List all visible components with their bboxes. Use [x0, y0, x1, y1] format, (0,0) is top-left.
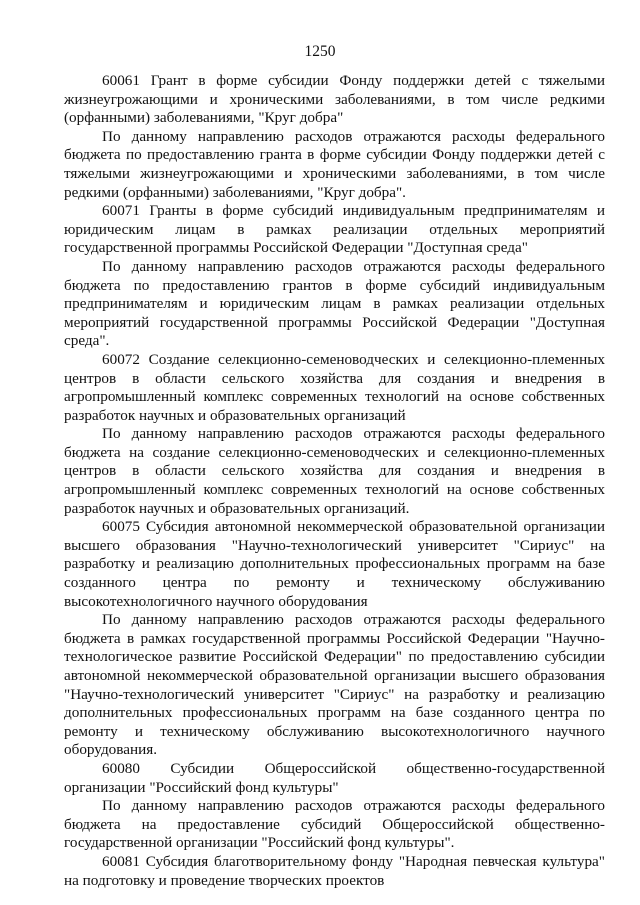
paragraph-60075-title: 60075 Субсидия автономной некоммерческой образовательной организации высшего образования "Научно-технологический университет "Сириус" на разработку и реализацию дополнительных профессиональных программ на базе созданного центра по ремонту и техническому обслуживанию высокотехнологичного научного оборудования: [64, 518, 605, 610]
paragraph-60072-description: По данному направлению расходов отражаются расходы федерального бюджета на создание селекционно-семеноводческих и селекционно-племенных центров в области сельского хозяйства для создания и внедрения в агропромышленный комплекс современных технологий на основе собственных разработок научных и образовательных организаций.: [64, 425, 605, 517]
paragraph-60075-description: По данному направлению расходов отражаются расходы федерального бюджета в рамках государственной программы Российской Федерации "Научно-технологическое развитие Российской Федерации" по предоставлению субсидии автономной некоммерческой образовательной организации высшего образования "Научно-технологический университет "Сириус" на разработку и реализацию дополнительных профессиональных программ на базе созданного центра по ремонту и техническому обслуживанию высокотехнологичного научного оборудования.: [64, 611, 605, 759]
paragraph-60071-title: 60071 Гранты в форме субсидий индивидуальным предпринимателям и юридическим лицам в рамках реализации отдельных мероприятий государственной программы Российской Федерации "Доступная среда": [64, 202, 605, 257]
page-number: 1250: [304, 43, 336, 60]
paragraph-60080-title: 60080 Субсидии Общероссийской общественно-государственной организации "Российский фонд культуры": [64, 759, 605, 796]
paragraph-60072-title: 60072 Создание селекционно-семеноводческих и селекционно-племенных центров в области сельского хозяйства для создания и внедрения в агропромышленный комплекс современных технологий на основе собственных разработок научных и образовательных организаций: [64, 350, 605, 424]
paragraph-60061-title: 60061 Грант в форме субсидии Фонду поддержки детей с тяжелыми жизнеугрожающими и хроническими заболеваниями, в том числе редкими (орфанными) заболеваниями, "Круг добра": [64, 72, 605, 127]
paragraph-60071-description: По данному направлению расходов отражаются расходы федерального бюджета по предоставлению грантов в форме субсидий индивидуальным предпринимателям и юридическим лицам в рамках реализации отдельных мероприятий государственной программы Российской Федерации "Доступная среда".: [64, 257, 605, 350]
paragraph-60081-title: 60081 Субсидия благотворительному фонду "Народная певческая культура" на подготовку и проведение творческих проектов: [64, 852, 605, 889]
paragraph-60061-description: По данному направлению расходов отражаются расходы федерального бюджета по предоставлению гранта в форме субсидии Фонду поддержки детей с тяжелыми жизнеугрожающими и хроническими заболеваниями, в том числе редкими (орфанными) заболеваниями, "Круг добра".: [64, 127, 605, 201]
document-body: [64, 72, 605, 890]
paragraph-60080-description: По данному направлению расходов отражаются расходы федерального бюджета на предоставление субсидий Общероссийской общественно-государственной организации "Российский фонд культуры".: [64, 797, 605, 852]
